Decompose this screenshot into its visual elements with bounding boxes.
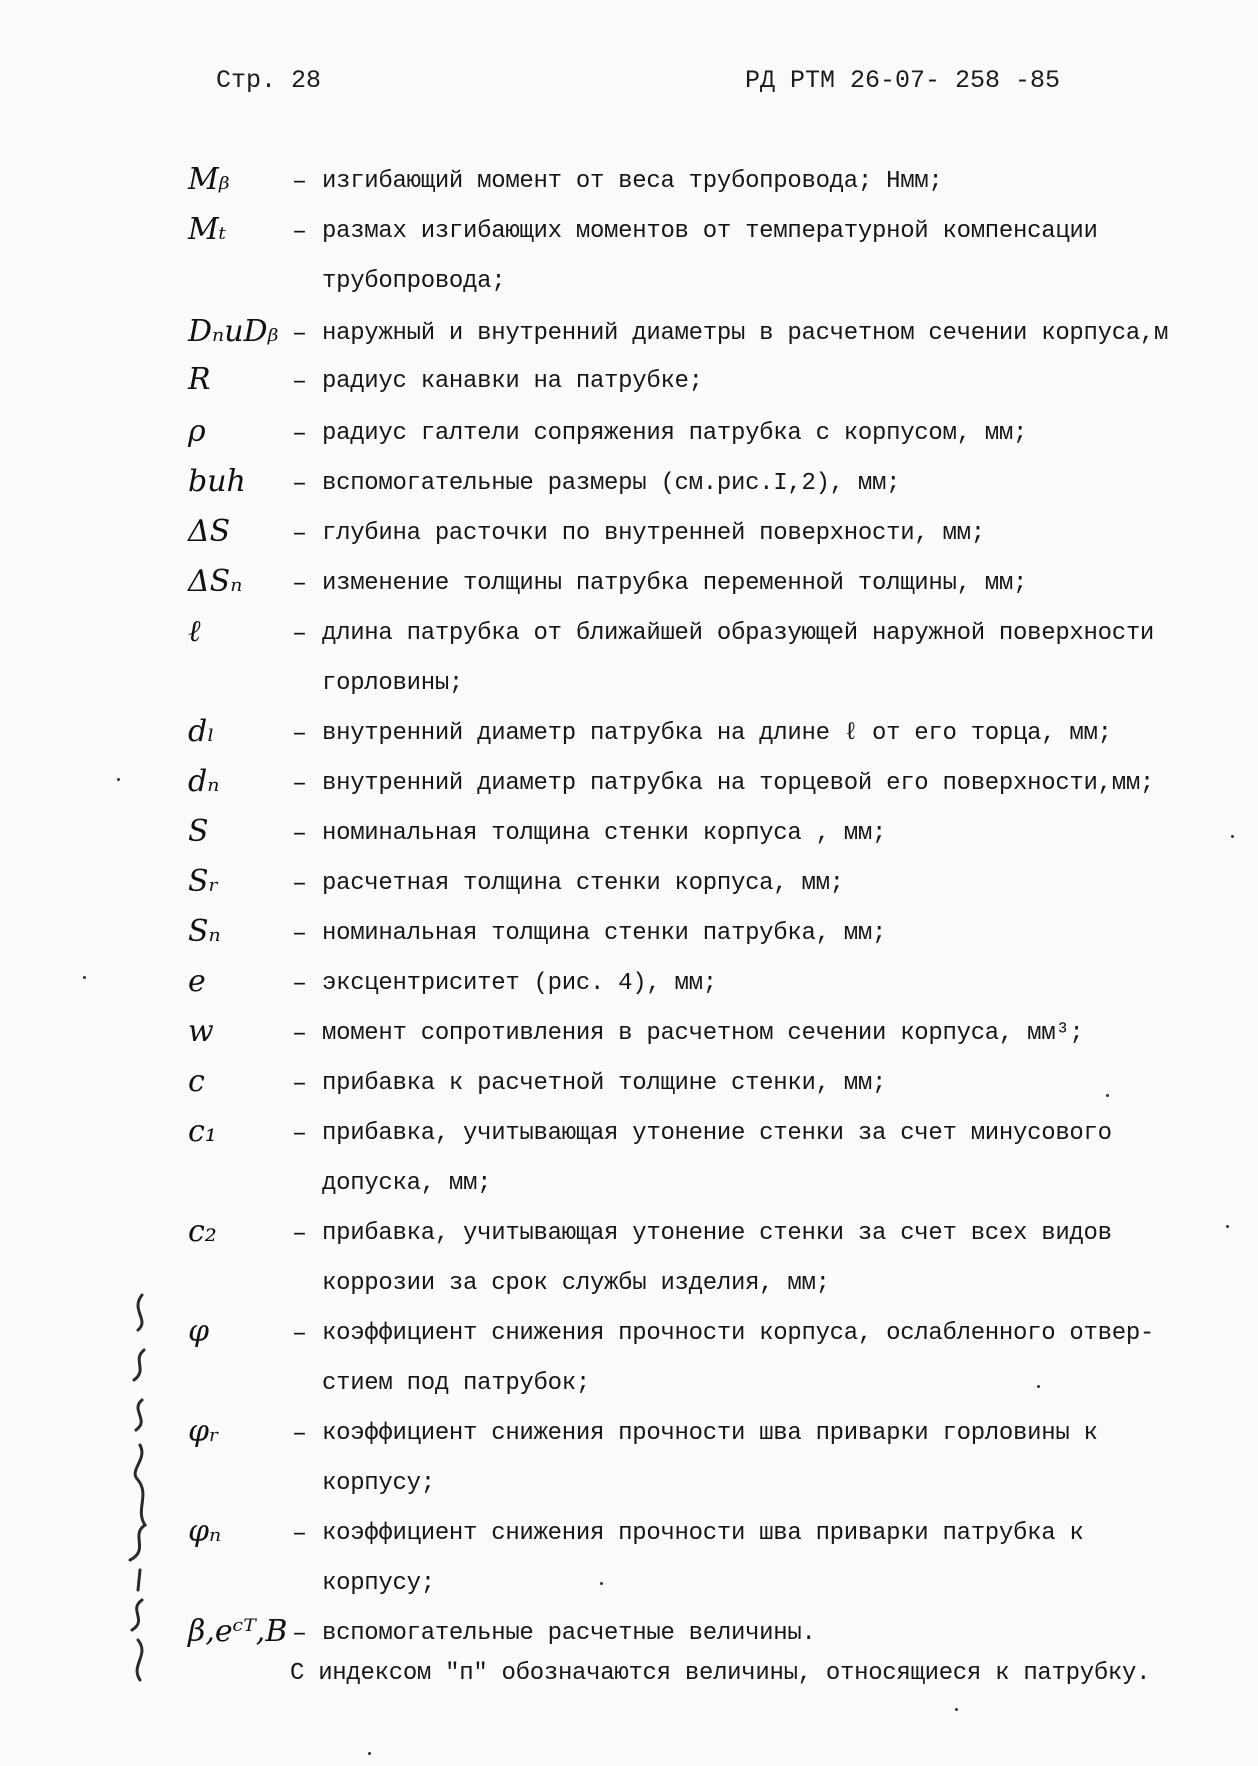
- symbol-label: DₙиDᵦ: [188, 314, 279, 349]
- symbol-label: Sₙ: [188, 914, 221, 949]
- symbol-label: c: [188, 1064, 205, 1099]
- dash-separator: –: [292, 919, 308, 948]
- definition-text: номинальная толщина стенки корпуса , мм;: [322, 820, 887, 847]
- symbol-label: dₙ: [188, 764, 220, 799]
- dash-separator: –: [292, 819, 308, 848]
- definition-text: прибавка, учитывающая утонение стенки за счет минусового: [322, 1120, 1112, 1147]
- definition-text: изгибающий момент от веса трубопровода; Нмм;: [322, 168, 943, 195]
- handwritten-signature: [110, 1270, 170, 1690]
- definition-continuation: трубопровода;: [322, 268, 506, 295]
- definition-row: [0, 1312, 1258, 1397]
- definition-continuation: корпусу;: [322, 1470, 435, 1497]
- definition-continuation: горловины;: [322, 670, 464, 697]
- symbol-label: bиh: [188, 464, 246, 499]
- definition-continuation: корпусу;: [322, 1570, 435, 1597]
- definition-text: наружный и внутренний диаметры в расчетном сечении корпуса,м: [322, 320, 1169, 347]
- definition-continuation: допуска, мм;: [322, 1170, 492, 1197]
- definition-row: [0, 712, 1258, 758]
- definition-text: глубина расточки по внутренней поверхности, мм;: [322, 520, 985, 547]
- definition-text: длина патрубка от ближайшей образующей наружной поверхности: [322, 620, 1155, 647]
- definition-row: [0, 862, 1258, 908]
- definition-text: коэффициент снижения прочности корпуса, ослабленного отвер-: [322, 1320, 1155, 1347]
- definition-row: [0, 562, 1258, 608]
- dash-separator: –: [292, 419, 308, 448]
- definition-row: [0, 962, 1258, 1008]
- definition-text: внутренний диаметр патрубка на длине ℓ от его торца, мм;: [322, 720, 1112, 747]
- definition-row: [0, 210, 1258, 295]
- symbol-label: w: [188, 1014, 214, 1049]
- definition-row: [0, 912, 1258, 958]
- page-number: Стр. 28: [216, 66, 322, 95]
- definition-row: [0, 1412, 1258, 1497]
- definition-continuation: коррозии за срок службы изделия, мм;: [322, 1270, 830, 1297]
- document-code: РД РТМ 26-07- 258 -85: [745, 66, 1061, 95]
- definition-continuation: стием под патрубок;: [322, 1370, 590, 1397]
- definition-row: [0, 412, 1258, 458]
- dash-separator: –: [292, 1219, 308, 1248]
- dash-separator: –: [292, 1019, 308, 1048]
- definition-row: [0, 812, 1258, 858]
- index-note: С индексом "п" обозначаются величины, относящиеся к патрубку.: [290, 1660, 1151, 1687]
- definition-row: [0, 762, 1258, 808]
- dash-separator: –: [292, 217, 308, 246]
- symbol-label: dₗ: [188, 714, 215, 749]
- symbol-label: Sᵣ: [188, 864, 219, 899]
- dash-separator: –: [292, 367, 308, 396]
- symbol-label: φₙ: [188, 1514, 222, 1549]
- dash-separator: –: [292, 1069, 308, 1098]
- symbol-label: e: [188, 964, 206, 999]
- dash-separator: –: [292, 167, 308, 196]
- definition-text: прибавка к расчетной толщине стенки, мм;: [322, 1070, 887, 1097]
- dash-separator: –: [292, 969, 308, 998]
- symbol-label: φ: [188, 1314, 210, 1349]
- definition-row: [0, 312, 1258, 358]
- definition-row: [0, 512, 1258, 558]
- dash-separator: –: [292, 469, 308, 498]
- dash-separator: –: [292, 1619, 308, 1648]
- definition-text: радиус канавки на патрубке;: [322, 368, 703, 395]
- definition-text: расчетная толщина стенки корпуса, мм;: [322, 870, 844, 897]
- definition-row: [0, 1512, 1258, 1597]
- definition-text: номинальная толщина стенки патрубка, мм;: [322, 920, 887, 947]
- dash-separator: –: [292, 1419, 308, 1448]
- dash-separator: –: [292, 869, 308, 898]
- dash-separator: –: [292, 1119, 308, 1148]
- symbol-label: Mᵦ: [188, 162, 230, 197]
- definition-row: [0, 462, 1258, 508]
- dash-separator: –: [292, 719, 308, 748]
- symbol-label: Mₜ: [188, 212, 227, 247]
- definition-text: вспомогательные размеры (см.рис.I,2), мм;: [322, 470, 901, 497]
- symbol-label: β,eᶜᵀ,B: [188, 1614, 288, 1649]
- symbol-label: ΔSₙ: [188, 564, 243, 599]
- symbol-label: φᵣ: [188, 1414, 220, 1449]
- definition-text: эксцентриситет (рис. 4), мм;: [322, 970, 717, 997]
- definition-text: размах изгибающих моментов от температурной компенсации: [322, 218, 1098, 245]
- definition-row: [0, 160, 1258, 206]
- symbol-label: c₁: [188, 1114, 217, 1149]
- dash-separator: –: [292, 319, 308, 348]
- definition-text: внутренний диаметр патрубка на торцевой его поверхности,мм;: [322, 770, 1155, 797]
- dash-separator: –: [292, 519, 308, 548]
- definition-text: радиус галтели сопряжения патрубка с корпусом, мм;: [322, 420, 1028, 447]
- definition-text: момент сопротивления в расчетном сечении корпуса, мм³;: [322, 1020, 1084, 1047]
- definition-row: [0, 1012, 1258, 1058]
- symbol-label: R: [188, 362, 211, 397]
- symbol-label: ΔS: [188, 514, 231, 549]
- dash-separator: –: [292, 1319, 308, 1348]
- definition-text: коэффициент снижения прочности шва приварки патрубка к: [322, 1520, 1084, 1547]
- definition-text: коэффициент снижения прочности шва приварки горловины к: [322, 1420, 1098, 1447]
- definition-row: [0, 360, 1258, 406]
- dash-separator: –: [292, 1519, 308, 1548]
- symbol-label: c₂: [188, 1214, 217, 1249]
- definition-row: [0, 1612, 1258, 1658]
- symbol-label: S: [188, 814, 209, 849]
- definition-row: [0, 1212, 1258, 1297]
- definition-text: изменение толщины патрубка переменной толщины, мм;: [322, 570, 1028, 597]
- dash-separator: –: [292, 619, 308, 648]
- dash-separator: –: [292, 569, 308, 598]
- symbol-label: ρ: [188, 414, 206, 449]
- definition-row: [0, 1112, 1258, 1197]
- definition-text: прибавка, учитывающая утонение стенки за счет всех видов: [322, 1220, 1112, 1247]
- symbol-label: ℓ: [188, 614, 201, 649]
- dash-separator: –: [292, 769, 308, 798]
- definition-row: [0, 1062, 1258, 1108]
- definition-text: вспомогательные расчетные величины.: [322, 1620, 816, 1647]
- definition-row: [0, 612, 1258, 697]
